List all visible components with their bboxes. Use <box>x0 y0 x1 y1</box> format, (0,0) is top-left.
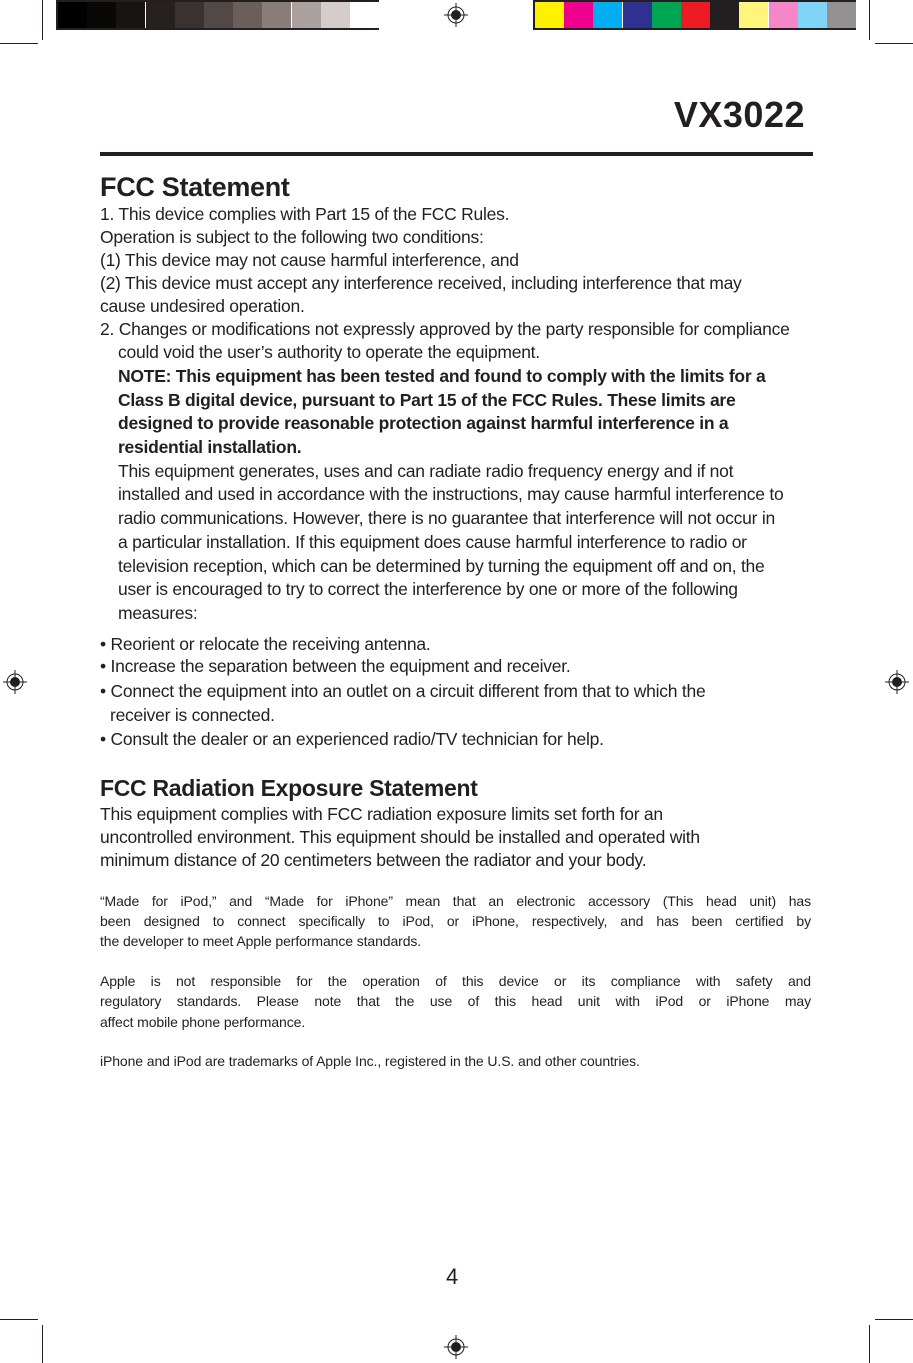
text-line: This equipment complies with FCC radiation exposure limits set forth for an <box>100 804 663 824</box>
text-line: measures: <box>118 603 198 623</box>
crop-mark <box>42 1325 43 1363</box>
header-rule <box>100 152 813 156</box>
disclaimer-line: “Made for iPod,” and “Made for iPhone” mean that an electronic accessory (This head unit) has <box>100 893 811 909</box>
text-line: 2. Changes or modifications not expressly approved by the party responsible for compliance <box>100 319 790 339</box>
color-swatch <box>769 2 798 28</box>
color-swatch <box>593 2 622 28</box>
color-swatch <box>681 2 710 28</box>
text-line: (1) This device may not cause harmful interference, and <box>100 250 519 270</box>
text-line: uncontrolled environment. This equipment should be installed and operated with <box>100 827 700 847</box>
text-line: minimum distance of 20 centimeters between the radiator and your body. <box>100 850 647 870</box>
bullet-item: • Connect the equipment into an outlet on a circuit different from that to which the <box>100 681 706 701</box>
note-line: residential installation. <box>118 437 302 457</box>
color-swatch <box>535 2 564 28</box>
color-swatch <box>204 2 233 28</box>
fcc-statement-title: FCC Statement <box>100 172 290 202</box>
color-swatch <box>146 2 175 28</box>
disclaimer-line: Apple is not responsible for the operation of this device or its compliance with safety and <box>100 973 811 989</box>
registration-mark-icon <box>885 670 909 694</box>
page-number: 4 <box>446 1264 459 1289</box>
color-swatch <box>350 2 379 28</box>
color-swatch <box>710 2 739 28</box>
color-swatch <box>58 2 87 28</box>
color-swatch <box>292 2 321 28</box>
color-swatch <box>827 2 856 28</box>
text-line: could void the user’s authority to operate the equipment. <box>118 342 540 362</box>
trademark-line: iPhone and iPod are trademarks of Apple Inc., registered in the U.S. and other countries. <box>100 1053 640 1069</box>
crop-mark <box>869 0 870 40</box>
model-number: VX3022 <box>673 94 805 135</box>
color-swatch <box>262 2 291 28</box>
color-swatch <box>233 2 262 28</box>
text-line: installed and used in accordance with the instructions, may cause harmful interference to <box>118 484 784 504</box>
text-line: 1. This device complies with Part 15 of the FCC Rules. <box>100 204 510 224</box>
color-swatch <box>564 2 593 28</box>
note-line: NOTE: This equipment has been tested and found to comply with the limits for a <box>118 366 766 386</box>
disclaimer-line: been designed to connect specifically to iPod, or iPhone, respectively, and has been certified by <box>100 913 811 929</box>
text-line: television reception, which can be determined by turning the equipment off and on, the <box>118 556 765 576</box>
crop-mark <box>0 1319 38 1320</box>
disclaimer-line: regulatory standards. Please note that the use of this head unit with iPod or iPhone may <box>100 993 811 1009</box>
text-line: Operation is subject to the following two conditions: <box>100 227 484 247</box>
radiation-statement-title: FCC Radiation Exposure Statement <box>100 775 478 801</box>
text-line: (2) This device must accept any interference received, including interference that may <box>100 273 742 293</box>
disclaimer-line: affect mobile phone performance. <box>100 1014 306 1030</box>
note-line: Class B digital device, pursuant to Part 15 of the FCC Rules. These limits are <box>118 390 736 410</box>
bullet-item: • Reorient or relocate the receiving antenna. <box>100 634 431 654</box>
text-line: cause undesired operation. <box>100 296 305 316</box>
color-swatch <box>175 2 204 28</box>
text-line: radio communications. However, there is no guarantee that interference will not occur in <box>118 508 775 528</box>
crop-mark <box>875 1319 913 1320</box>
color-swatch <box>321 2 350 28</box>
registration-mark-icon <box>444 1335 468 1359</box>
text-line: This equipment generates, uses and can radiate radio frequency energy and if not <box>118 461 734 481</box>
bullet-item: • Increase the separation between the equipment and receiver. <box>100 656 571 676</box>
color-swatch <box>739 2 768 28</box>
crop-mark <box>42 0 43 40</box>
bullet-item: receiver is connected. <box>110 705 275 725</box>
color-swatch <box>116 2 145 28</box>
registration-mark-icon <box>444 3 468 27</box>
bullet-item: • Consult the dealer or an experienced radio/TV technician for help. <box>100 729 604 749</box>
disclaimer-line: the developer to meet Apple performance standards. <box>100 933 422 949</box>
color-swatch <box>798 2 827 28</box>
text-line: user is encouraged to try to correct the interference by one or more of the following <box>118 579 738 599</box>
color-swatch <box>87 2 116 28</box>
crop-mark <box>0 43 38 44</box>
crop-mark <box>875 43 913 44</box>
crop-mark <box>869 1325 870 1363</box>
color-swatch <box>623 2 652 28</box>
color-swatch <box>652 2 681 28</box>
registration-mark-icon <box>3 670 27 694</box>
text-line: a particular installation. If this equipment does cause harmful interference to radio or <box>118 532 747 552</box>
note-line: designed to provide reasonable protection against harmful interference in a <box>118 413 729 433</box>
